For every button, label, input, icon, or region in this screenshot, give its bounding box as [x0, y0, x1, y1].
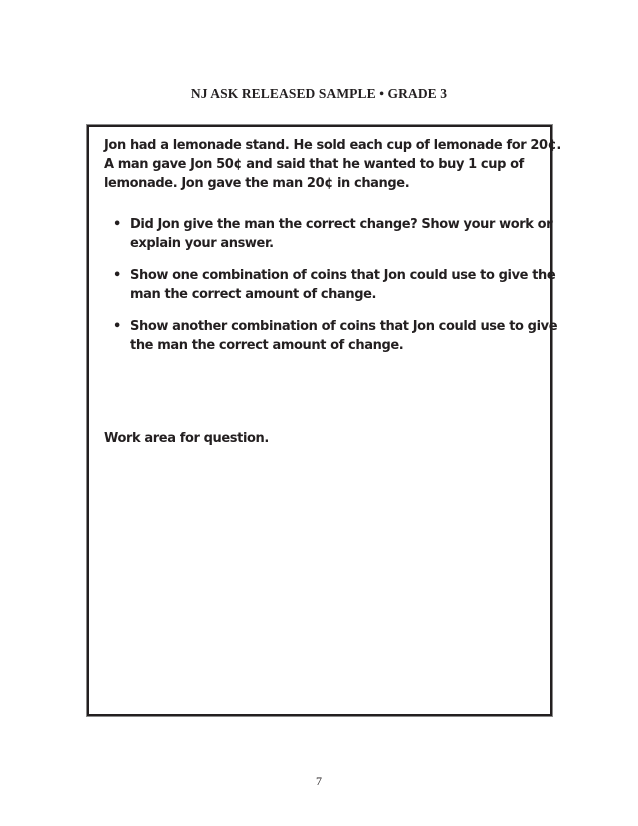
- question-box: [87, 125, 561, 716]
- bullet-text-line: the man the correct amount of change.: [130, 338, 404, 353]
- question-stem-line: Jon had a lemonade stand. He sold each cup of lemonade for 20¢.: [104, 138, 561, 153]
- bullet-text-line: Show another combination of coins that Jon could use to give: [130, 319, 558, 334]
- question-bullet-list: [104, 215, 558, 368]
- bullet-icon: •: [113, 268, 121, 283]
- bullet-text-line: man the correct amount of change.: [130, 287, 377, 302]
- question-stem-line: lemonade. Jon gave the man 20¢ in change.: [104, 176, 410, 191]
- question-stem-line: A man gave Jon 50¢ and said that he wanted to buy 1 cup of: [104, 157, 524, 172]
- bullet-text-line: Show one combination of coins that Jon could use to give the: [130, 268, 556, 283]
- question-bullet-item: [104, 317, 558, 355]
- bullet-text-line: explain your answer.: [130, 236, 274, 251]
- work-area-label: Work area for question.: [104, 431, 269, 446]
- question-bullet-item: [104, 266, 556, 304]
- question-bullet-item: [104, 215, 553, 253]
- page-number: 7: [316, 774, 322, 788]
- question-stem: [104, 136, 561, 193]
- bullet-icon: •: [113, 319, 121, 334]
- bullet-text-line: Did Jon give the man the correct change? Show your work or: [130, 217, 553, 232]
- bullet-icon: •: [113, 217, 121, 232]
- page-header: NJ ASK RELEASED SAMPLE • GRADE 3: [190, 86, 448, 101]
